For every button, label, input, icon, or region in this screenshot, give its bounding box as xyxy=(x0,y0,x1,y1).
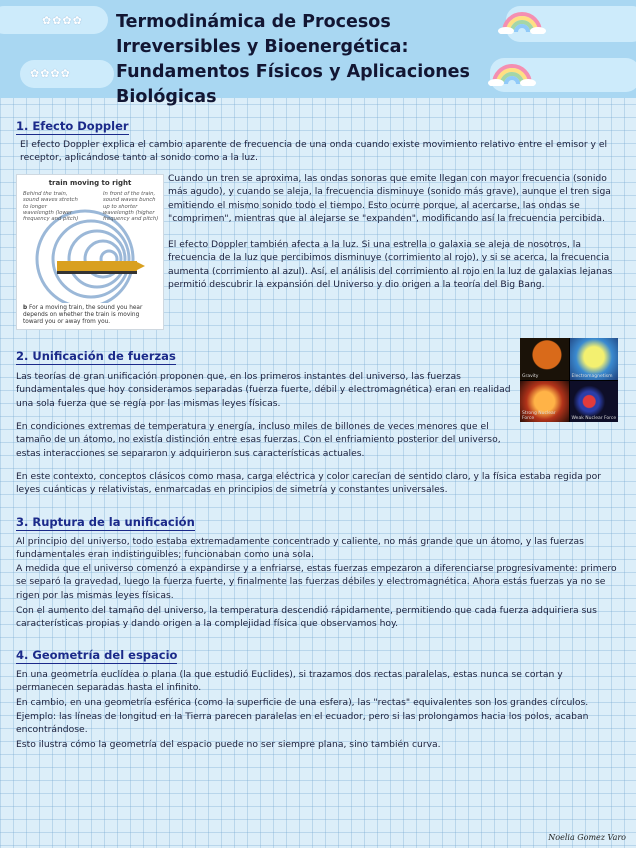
geometry-paragraph-2: En cambio, en una geometría esférica (como la superficie de una esfera), las "rectas" equivalentes son los grandes círculos. xyxy=(16,697,589,708)
unification-paragraph-3: En este contexto, conceptos clásicos como masa, carga eléctrica y color carecían de sentido claro, y la física estaba regida por leyes cuánticas y relativistas, enmarcadas en principios de simetría y constantes universales. xyxy=(16,471,602,496)
weak-force-tile xyxy=(570,381,619,423)
section-title-geometry: 4. Geometría del espacio xyxy=(16,648,178,662)
figure-caption xyxy=(23,305,159,326)
strong-force-tile xyxy=(520,381,569,423)
figure-caption-text: For a moving train, the sound you hear depends on whether the train is moving toward you or away from you. xyxy=(23,305,143,325)
weak-force-label: Weak Nuclear Force xyxy=(571,416,617,421)
geometry-paragraph-4: Esto ilustra cómo la geometría del espacio puede no ser siempre plana, sino también curva. xyxy=(16,739,441,750)
doppler-train-paragraph: Cuando un tren se aproxima, las ondas sonoras que emite llegan con mayor frecuencia (sonido más agudo), y cuando se aleja, la frecuencia disminuye (sonido más grave), aunque el tren siga emitiendo el mismo sonido todo el tiempo. Esto ocurre porque, al acercarse, las ondas se "comprimen", mientras que al alejarse se "expanden", modificando así la frecuencia percibida. xyxy=(168,173,611,225)
header-banner xyxy=(0,0,636,107)
section-title-breaking: 3. Ruptura de la unificación xyxy=(16,515,195,529)
gravity-tile xyxy=(520,338,569,380)
page-title: Termodinámica de Procesos Irreversibles y Bioenergética: Fundamentos Físicos y Aplicaciones Biológicas xyxy=(116,12,470,107)
section-title-unification: 2. Unificación de fuerzas xyxy=(16,349,176,363)
geometry-paragraph-3: Ejemplo: las líneas de longitud en la Tierra parecen paralelas en el ecuador, pero si las prolongamos hacia los polos, acaban encontrándose. xyxy=(16,711,589,736)
gravity-label: Gravity xyxy=(522,373,539,379)
section-title-doppler: 1. Efecto Doppler xyxy=(16,119,129,133)
breaking-paragraph-2: A medida que el universo comenzó a expandirse y a enfriarse, estas fuerzas empezaron a diferenciarse progresivamente: primero se separó la gravedad, luego la fuerza fuerte, y finalmente las fuerzas débiles y electromagnética. Ahora estás fuerzas ya no se rigen por las mismas leyes físicas. xyxy=(16,563,617,601)
doppler-intro: El efecto Doppler explica el cambio aparente de frecuencia de una onda cuando existe movimiento relativo entre el emisor y el receptor, aplicándose tanto al sonido como a la luz. xyxy=(20,139,608,164)
author-signature: Noelia Gomez Varo xyxy=(548,833,626,842)
geometry-paragraph-1: En una geometría euclídea o plana (la que estudió Euclides), si trazamos dos rectas paralelas, estas nunca se cortan y permanecen separadas hasta el infinito. xyxy=(16,669,563,694)
figure-title: train moving to right xyxy=(48,179,132,187)
unification-paragraph-2: En condiciones extremas de temperatura y energía, incluso miles de billones de veces menores que el tamaño de un átomo, no existía distinción entre esas fuerzas. Con el enfriamiento posterior del universo, estas interacciones se separaron y adquirieron sus características actuales. xyxy=(16,421,501,459)
figure-left-note: Behind the train, sound waves stretch to longer wavelength (lower frequency and pitch) xyxy=(23,191,79,223)
doppler-train-figure xyxy=(16,174,164,330)
unification-paragraph-1: Las teorías de gran unificación proponen que, en los primeros instantes del universo, las fuerzas fundamentales que hoy consideramos separadas (fuerza fuerte, débil y electromagnética) eran en realidad una sola fuerza que se regía por las mismas leyes físicas. xyxy=(16,371,511,409)
strong-force-label: Strong Nuclear Force xyxy=(522,411,556,421)
doppler-light-paragraph: El efecto Doppler también afecta a la luz. Si una estrella o galaxia se aleja de nosotros, la frecuencia de la luz que percibimos disminuye (corrimiento al rojo), y si se acerca, la frecuencia aumenta (corrimiento al azul). Así, el análisis del corrimiento al rojo en la luz de galaxias lejanas permitió descubrir la expansión del Universo y dio origen a la teoría del Big Bang. xyxy=(168,239,613,291)
figure-right-note: In front of the train, sound waves bunch up to shorter wavelength (higher frequency and pitch) xyxy=(103,191,159,223)
breaking-paragraph-1: Al principio del universo, todo estaba extremadamente concentrado y caliente, no más grande que un átomo, y las fuerzas fundamentales eran indistinguibles; funcionaban como una sola. xyxy=(16,536,584,561)
flower-decor-top: ✿✿✿✿ xyxy=(42,14,83,27)
breaking-paragraph-3: Con el aumento del tamaño del universo, la temperatura descendió rápidamente, permitiendo que cada fuerza adquiriera sus características propias y dando origen a la complejidad física que observamos hoy. xyxy=(16,605,597,630)
figure-caption-label: b xyxy=(23,305,28,311)
electromagnetism-label: Electromagnetism xyxy=(571,373,613,379)
flower-decor-bottom: ✿✿✿✿ xyxy=(30,67,71,80)
fundamental-forces-image xyxy=(520,338,618,422)
electromagnetism-tile xyxy=(570,338,619,380)
